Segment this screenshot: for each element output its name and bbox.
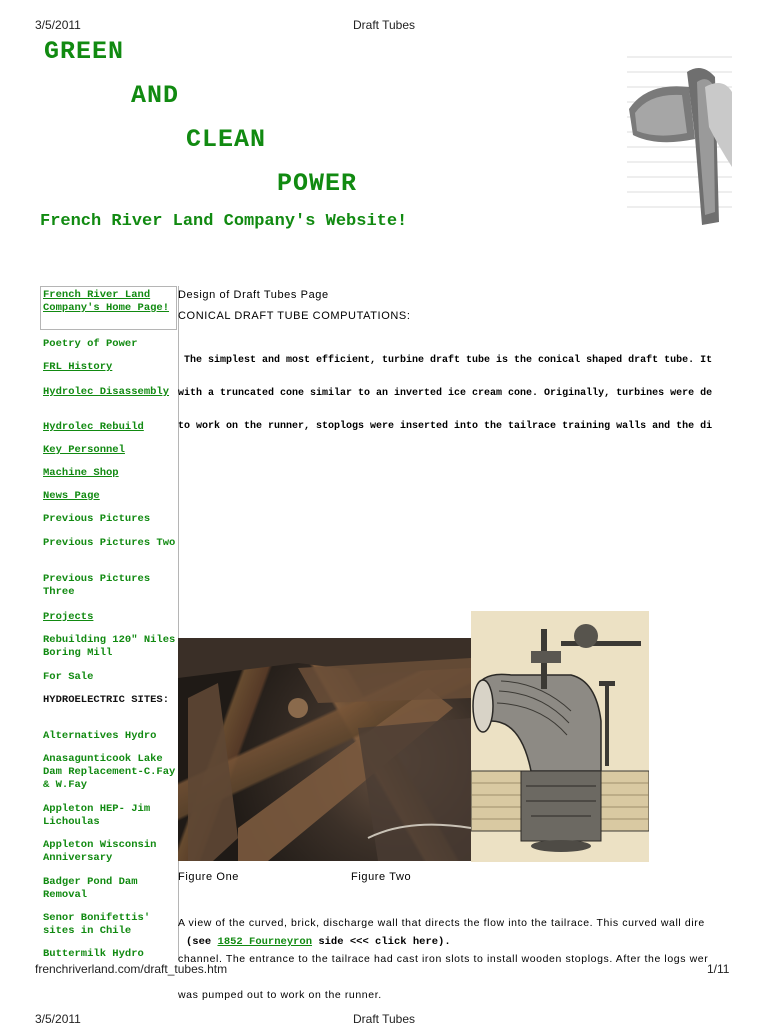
sidebar-nav [40, 286, 179, 960]
next-page-header-title: Draft Tubes [352, 1012, 416, 1026]
sidebar-item-alternatives-hydro[interactable]: Alternatives Hydro [43, 730, 157, 742]
print-footer-url: frenchriverland.com/draft_tubes.htm [35, 962, 228, 976]
paragraph-line: The simplest and most efficient, turbine draft tube is the conical shaped draft tube. It [178, 355, 713, 366]
sidebar-item-hydrolec-disassembly[interactable]: Hydrolec Disassembly [43, 386, 170, 398]
paragraph-discharge-wall [178, 893, 733, 1013]
sidebar-item-previous-pictures-three[interactable]: Previous Pictures Three [43, 573, 151, 598]
site-title-power: POWER [277, 169, 358, 198]
sidebar-item-previous-pictures[interactable]: Previous Pictures [43, 513, 151, 525]
paragraph-line: was pumped out to work on the runner. [178, 989, 382, 1001]
sidebar-item-news-page[interactable]: News Page [43, 490, 100, 502]
figure-two-caption: Figure Two [351, 871, 412, 883]
sidebar-item-niles-boring-mill[interactable]: Rebuilding 120" Niles Boring Mill [43, 634, 176, 659]
section-heading: CONICAL DRAFT TUBE COMPUTATIONS: [178, 310, 411, 322]
paragraph-line: with a truncated cone similar to an inverted ice cream cone. Originally, turbines were de [178, 388, 713, 399]
sidebar-item-home[interactable]: French River Land Company's Home Page! [43, 289, 170, 314]
site-title-and: AND [131, 81, 180, 110]
figure-one-photo [178, 638, 471, 861]
sidebar-item-hydrolec-rebuild[interactable]: Hydrolec Rebuild [43, 421, 144, 433]
site-title-green: GREEN [44, 37, 125, 66]
print-footer-page: 1/11 [707, 962, 730, 976]
sidebar-item-frl-history[interactable]: FRL History [43, 361, 113, 373]
see-suffix: side <<< click here). [312, 936, 451, 948]
see-prefix: (see [186, 936, 218, 948]
fourneyron-link[interactable]: 1852 Fourneyron [217, 936, 313, 948]
site-subtitle: French River Land Company's Website! [40, 212, 408, 231]
figure-one-caption: Figure One [178, 871, 240, 883]
sidebar-item-previous-pictures-two[interactable]: Previous Pictures Two [43, 537, 176, 549]
print-header-title: Draft Tubes [352, 18, 416, 32]
paragraph-conical [178, 333, 733, 443]
sidebar-item-anasagunticook[interactable]: Anasagunticook Lake Dam Replacement-C.Fay & W.Fay [43, 753, 176, 791]
sidebar-item-senor-bonifettis[interactable]: Senor Bonifettis' sites in Chile [43, 912, 151, 937]
figure-two-engraving [471, 611, 649, 862]
sidebar-item-machine-shop[interactable]: Machine Shop [43, 467, 119, 479]
paragraph-line: channel. The entrance to the tailrace had cast iron slots to install wooden stoplogs. After the logs wer [178, 953, 709, 965]
print-header-date: 3/5/2011 [35, 18, 81, 32]
turbine-runner-image [627, 47, 732, 225]
site-title-clean: CLEAN [186, 125, 267, 154]
sidebar-item-badger-pond[interactable]: Badger Pond Dam Removal [43, 876, 138, 901]
sidebar-item-buttermilk-hydro[interactable]: Buttermilk Hydro [43, 948, 144, 960]
page-heading: Design of Draft Tubes Page [178, 289, 329, 301]
sidebar-item-appleton-hep[interactable]: Appleton HEP- Jim Lichoulas [43, 803, 151, 828]
see-fourneyron-line [186, 936, 451, 948]
sidebar-section-hydroelectric-sites: HYDROELECTRIC SITES: [43, 694, 170, 706]
sidebar-item-appleton-wisconsin[interactable]: Appleton Wisconsin Anniversary [43, 839, 157, 864]
next-page-header-date: 3/5/2011 [35, 1012, 81, 1026]
paragraph-line: to work on the runner, stoplogs were inserted into the tailrace training walls and the di [178, 421, 713, 432]
sidebar-item-projects[interactable]: Projects [43, 611, 94, 623]
sidebar-item-key-personnel[interactable]: Key Personnel [43, 444, 125, 456]
sidebar-item-poetry-of-power[interactable]: Poetry of Power [43, 338, 138, 350]
sidebar-item-for-sale[interactable]: For Sale [43, 671, 94, 683]
paragraph-line: A view of the curved, brick, discharge wall that directs the flow into the tailrace. This curved wall dire [178, 917, 705, 929]
